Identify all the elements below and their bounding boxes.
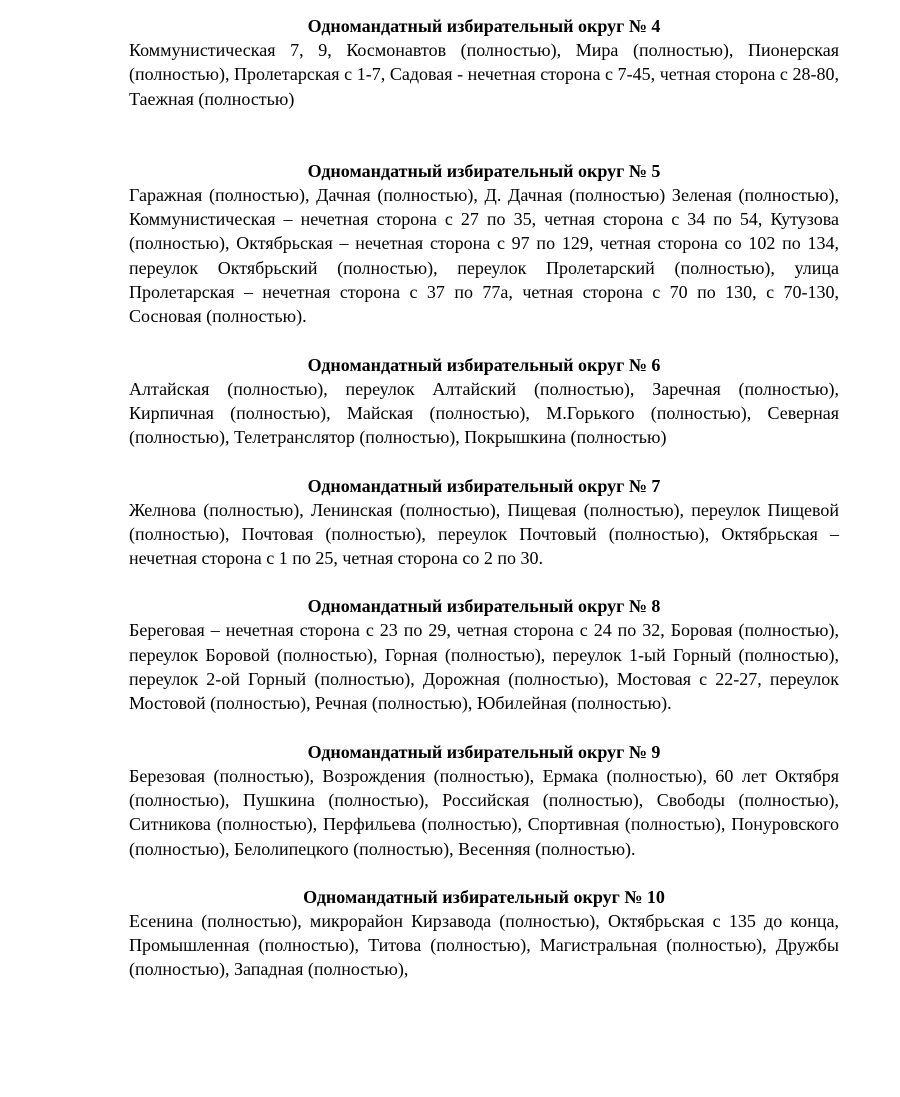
district-title: Одномандатный избирательный округ № 9 (307, 741, 661, 762)
district-title: Одномандатный избирательный округ № 6 (307, 354, 661, 375)
section-gap (129, 329, 839, 353)
district-title: Одномандатный избирательный округ № 7 (307, 475, 661, 496)
district-4 (129, 14, 839, 111)
document-page (129, 14, 839, 982)
district-streets: Желнова (полностью), Ленинская (полностью), Пищевая (полностью), переулок Пищевой (полностью), Почтовая (полностью), переулок Почтовый (полностью), Октябрьская – нечетная сторона с 1 по 25, четная сторона со 2 по 30. (129, 499, 839, 569)
district-streets: Береговая – нечетная сторона с 23 по 29, четная сторона с 24 по 32, Боровая (полностью), переулок Боровой (полностью), Горная (полностью), переулок 1-ый Горный (полностью), переулок 2-ой Горный (полностью), Дорожная (полностью), Мостовая с 22-27, переулок Мостовой (полностью), Речная (полностью), Юбилейная (полностью). (129, 620, 839, 714)
district-streets: Алтайская (полностью), переулок Алтайский (полностью), Заречная (полностью), Кирпичная (полностью), Майская (полностью), М.Горького (полностью), Северная (полностью), Телетранслятор (полностью), Покрышкина (полностью) (129, 378, 839, 448)
district-6 (129, 353, 839, 450)
district-streets: Гаражная (полностью), Дачная (полностью), Д. Дачная (полностью) Зеленая (полностью), Коммунистическая – нечетная сторона с 27 по 35, четная сторона с 34 по 54, Кутузова (полностью), Октябрьская – нечетная сторона с 97 по 129, четная сторона со 102 по 134, переулок Октябрьский (полностью), переулок Пролетарский (полностью), улица Пролетарская – нечетная сторона с 37 по 77а, четная сторона с 70 по 130, с 70-130, Сосновая (полностью). (129, 184, 839, 327)
district-streets: Коммунистическая 7, 9, Космонавтов (полностью), Мира (полностью), Пионерская (полностью), Пролетарская с 1-7, Садовая - нечетная сторона с 7-45, четная сторона с 28-80, Таежная (полностью) (129, 40, 839, 109)
section-gap (129, 716, 839, 740)
district-streets: Березовая (полностью), Возрождения (полностью), Ермака (полностью), 60 лет Октября (полностью), Пушкина (полностью), Российская (полностью), Свободы (полностью), Ситникова (полностью), Перфильева (полностью), Спортивная (полностью), Понуровского (полностью), Белолипецкого (полностью), Весенняя (полностью). (129, 765, 839, 859)
section-gap (129, 450, 839, 474)
district-9 (129, 740, 839, 861)
district-8 (129, 594, 839, 715)
district-5 (129, 159, 839, 329)
district-10 (129, 885, 839, 982)
section-gap (129, 570, 839, 594)
section-gap (129, 861, 839, 885)
district-title: Одномандатный избирательный округ № 4 (307, 16, 661, 36)
district-7 (129, 474, 839, 571)
district-title: Одномандатный избирательный округ № 8 (307, 596, 661, 617)
section-gap (129, 111, 839, 159)
district-title: Одномандатный избирательный округ № 5 (307, 160, 661, 181)
district-streets: Есенина (полностью), микрорайон Кирзавода (полностью), Октябрьская с 135 до конца, Промышленная (полностью), Титова (полностью), Магистральная (полностью), Дружбы (полностью), Западная (полностью), (129, 910, 839, 980)
district-title: Одномандатный избирательный округ № 10 (303, 886, 665, 907)
